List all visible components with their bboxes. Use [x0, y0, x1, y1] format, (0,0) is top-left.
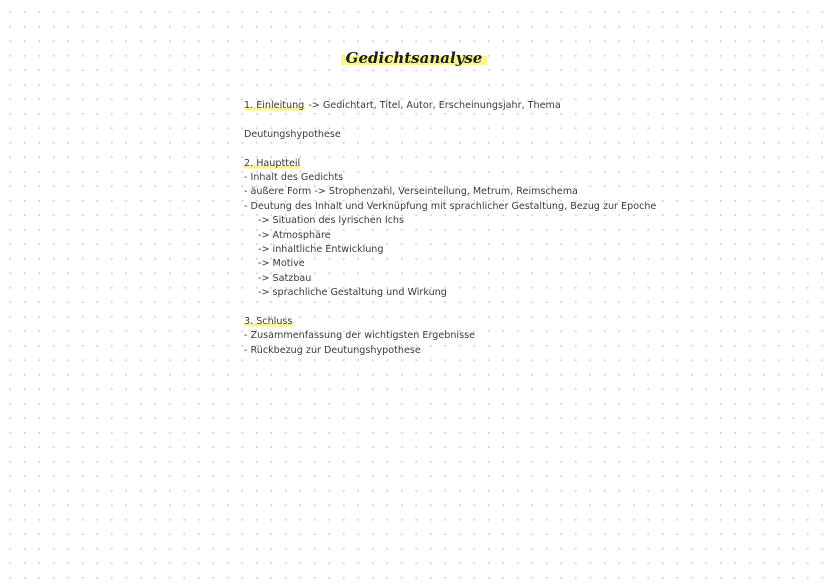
list-item: - Rückbezug zur Deutungshypothese [244, 344, 421, 356]
sub-list-item: -> Atmosphäre [258, 229, 331, 241]
sub-list-item: -> Satzbau [258, 272, 312, 284]
sub-list-item: -> sprachliche Gestaltung und Wirkung [258, 287, 447, 299]
page-title: Gedichtsanalyse [341, 49, 488, 67]
sub-list-item: -> Situation des lyrischen Ichs [258, 215, 405, 227]
schluss-line [244, 315, 656, 329]
spacer [244, 300, 656, 314]
einleitung-heading: 1. Einleitung [244, 100, 305, 111]
sub-list-item: -> inhaltliche Entwicklung [258, 243, 384, 255]
hauptteil-line [244, 157, 656, 171]
hauptteil-heading: 2. Hauptteil [244, 157, 301, 169]
einleitung-details: -> Gedichtart, Titel, Autor, Erscheinungsjahr, Thema [305, 100, 561, 111]
deutungshypothese-line: Deutungshypothese [244, 128, 341, 140]
title-block [0, 48, 828, 67]
spacer [244, 142, 656, 156]
sub-list-item: -> Motive [258, 258, 305, 270]
note-content [244, 99, 656, 358]
list-item: - Deutung des Inhalt und Verknüpfung mit sprachlicher Gestaltung, Bezug zur Epoche [244, 200, 657, 212]
list-item: - Zusammenfassung der wichtigsten Ergebnisse [244, 330, 475, 342]
einleitung-line [244, 99, 656, 113]
schluss-heading: 3. Schluss [244, 315, 293, 327]
list-item: - äußere Form -> Strophenzahl, Verseinteilung, Metrum, Reimschema [244, 186, 578, 198]
spacer [244, 113, 656, 127]
list-item: - Inhalt des Gedichts [244, 171, 344, 183]
